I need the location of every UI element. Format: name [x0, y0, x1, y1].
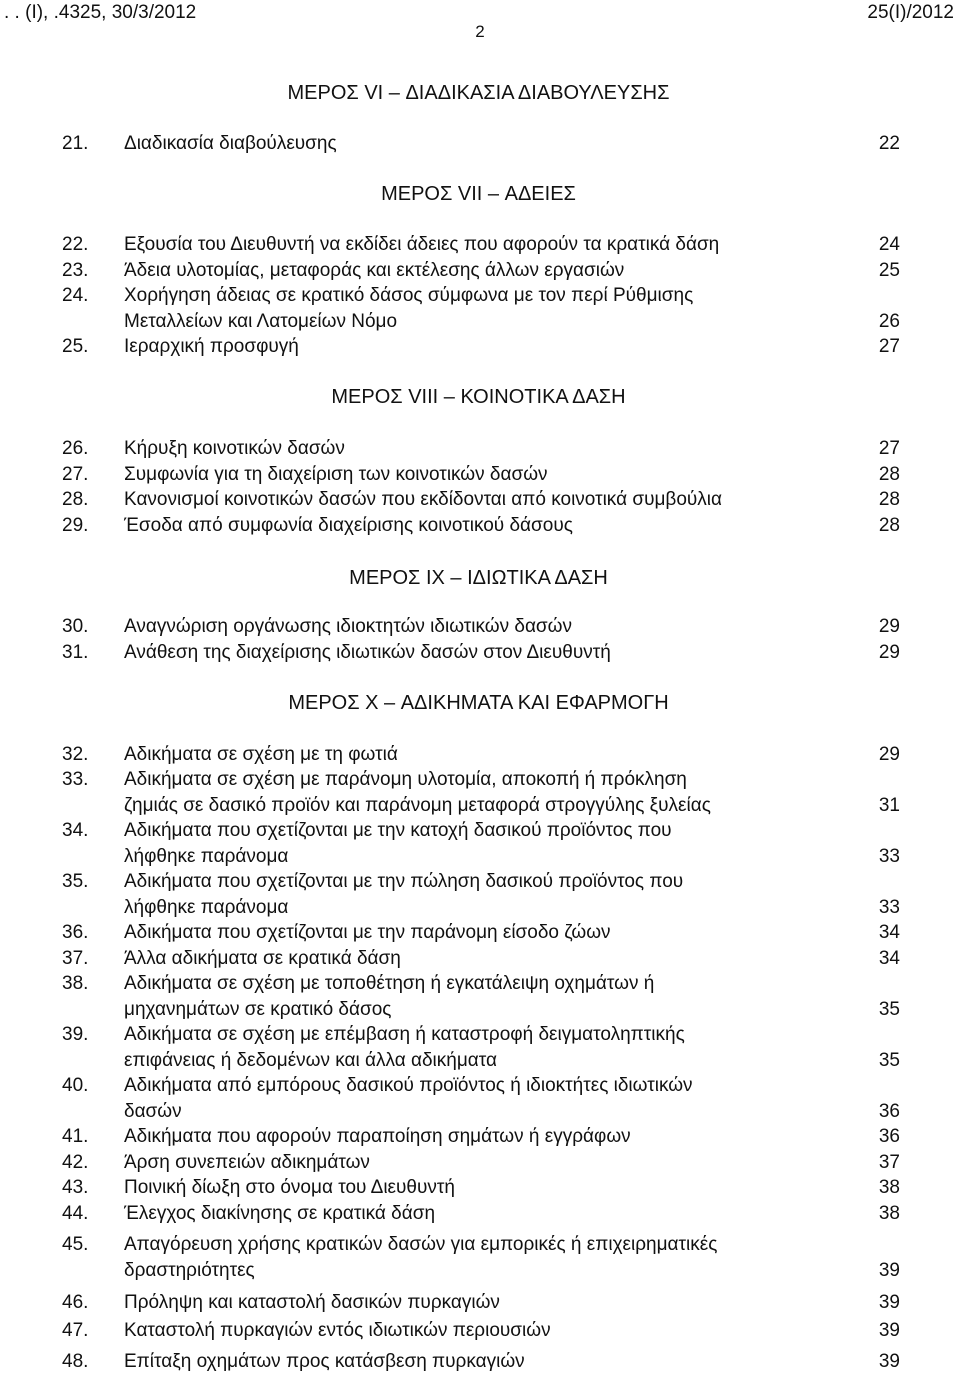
section-title: Αδικήματα σε σχέση με τοποθέτηση ή εγκατάλειψη οχημάτων ή: [124, 973, 655, 994]
section-number: 35.: [62, 871, 89, 892]
section-title: δραστηριότητες: [124, 1259, 255, 1281]
section-number: 44.: [62, 1203, 89, 1224]
section-title: Κήρυξη κοινοτικών δασών: [124, 438, 345, 459]
part-heading-ix: ΜΕΡΟΣ IX – ΙΔΙΩΤΙΚΑ ΔΑΣΗ: [349, 567, 608, 589]
section-title: Έσοδα από συμφωνία διαχείρισης κοινοτικού δάσους: [124, 515, 573, 536]
section-number: 39.: [62, 1024, 89, 1045]
section-title: Κανονισμοί κοινοτικών δασών που εκδίδονται από κοινοτικά συμβούλια: [124, 489, 722, 510]
section-title: Επίταξη οχημάτων προς κατάσβεση πυρκαγιών: [124, 1351, 525, 1372]
section-number: 48.: [62, 1351, 89, 1372]
page-reference: 28: [878, 489, 900, 510]
law-number-header: 25(Ι)/2012: [867, 2, 954, 23]
page-reference: 39: [878, 1320, 900, 1341]
section-number: 31.: [62, 642, 89, 663]
section-title: Αναγνώριση οργάνωσης ιδιοκτητών ιδιωτικών δασών: [124, 616, 572, 637]
page-reference: 28: [878, 515, 900, 536]
page-reference: 22: [878, 133, 900, 154]
section-title: Αδικήματα σε σχέση με τη φωτιά: [124, 744, 398, 765]
section-title: Αδικήματα που σχετίζονται με την παράνομη είσοδο ζώων: [124, 922, 611, 943]
section-number: 36.: [62, 922, 89, 943]
section-title: Εξουσία του Διευθυντή να εκδίδει άδειες που αφορούν τα κρατικά δάση: [124, 234, 720, 255]
section-title: Αδικήματα από εμπόρους δασικού προϊόντος ή ιδιοκτήτες ιδιωτικών: [124, 1075, 693, 1096]
section-title: Ποινική δίωξη στο όνομα του Διευθυντή: [124, 1177, 455, 1198]
section-title: Άδεια υλοτομίας, μεταφοράς και εκτέλεσης άλλων εργασιών: [124, 260, 625, 281]
section-title: δασών: [124, 1100, 182, 1122]
page-reference: 27: [878, 336, 900, 357]
page-reference: 34: [878, 922, 900, 943]
page-reference: 36: [878, 1126, 900, 1147]
part-heading-vii: ΜΕΡΟΣ VII – ΑΔΕΙΕΣ: [381, 183, 576, 205]
page-reference: 39: [878, 1292, 900, 1313]
section-number: 34.: [62, 820, 89, 841]
section-title: Χορήγηση άδειας σε κρατικό δάσος σύμφωνα με τον περί Ρύθμισης: [124, 285, 694, 306]
section-number: 43.: [62, 1177, 89, 1198]
page-number: 2: [475, 22, 485, 41]
section-number: 28.: [62, 489, 89, 510]
section-title: λήφθηκε παράνομα: [124, 845, 289, 867]
page-reference: 39: [878, 1351, 900, 1372]
section-title: Έλεγχος διακίνησης σε κρατικά δάση: [124, 1203, 436, 1224]
section-number: 24.: [62, 285, 89, 306]
page-reference: 35: [878, 1049, 900, 1071]
section-title: Αδικήματα σε σχέση με επέμβαση ή καταστροφή δειγματοληπτικής: [124, 1024, 685, 1045]
section-title: Αδικήματα σε σχέση με παράνομη υλοτομία, αποκοπή ή πρόκληση: [124, 769, 687, 790]
section-number: 33.: [62, 769, 89, 790]
page-reference: 38: [878, 1177, 900, 1198]
page-reference: 39: [878, 1259, 900, 1281]
section-number: 42.: [62, 1152, 89, 1173]
page-reference: 31: [878, 794, 900, 816]
page-reference: 25: [878, 260, 900, 281]
section-number: 46.: [62, 1292, 89, 1313]
page-reference: 24: [878, 234, 900, 255]
page-reference: 26: [878, 310, 900, 332]
section-number: 37.: [62, 948, 89, 969]
section-number: 47.: [62, 1320, 89, 1341]
section-title: Διαδικασία διαβούλευσης: [124, 133, 337, 154]
section-number: 38.: [62, 973, 89, 994]
section-title: Καταστολή πυρκαγιών εντός ιδιωτικών περιουσιών: [124, 1320, 551, 1341]
section-title: Ιεραρχική προσφυγή: [124, 336, 299, 357]
section-title: επιφάνειας ή δεδομένων και άλλα αδικήματα: [124, 1049, 497, 1071]
page-reference: 37: [878, 1152, 900, 1173]
page-reference: 34: [878, 948, 900, 969]
section-number: 41.: [62, 1126, 89, 1147]
page-reference: 33: [878, 845, 900, 867]
page-reference: 35: [878, 998, 900, 1020]
section-number: 25.: [62, 336, 89, 357]
section-title: Άλλα αδικήματα σε κρατικά δάση: [124, 948, 401, 969]
page-reference: 27: [878, 438, 900, 459]
page-reference: 33: [878, 896, 900, 918]
page-reference: 28: [878, 464, 900, 485]
section-title: Πρόληψη και καταστολή δασικών πυρκαγιών: [124, 1292, 500, 1313]
section-title: Αδικήματα που σχετίζονται με την κατοχή δασικού προϊόντος που: [124, 820, 672, 841]
page-reference: 29: [878, 744, 900, 765]
section-title: Συμφωνία για τη διαχείριση των κοινοτικών δασών: [124, 464, 548, 485]
section-title: Ανάθεση της διαχείρισης ιδιωτικών δασών στον Διευθυντή: [124, 642, 611, 663]
section-number: 32.: [62, 744, 89, 765]
part-heading-viii: ΜΕΡΟΣ VIII – ΚΟΙΝΟΤΙΚΑ ΔΑΣΗ: [331, 386, 626, 408]
page-reference: 36: [878, 1100, 900, 1122]
section-number: 30.: [62, 616, 89, 637]
section-title: λήφθηκε παράνομα: [124, 896, 289, 918]
section-number: 23.: [62, 260, 89, 281]
part-heading-vi: ΜΕΡΟΣ VI – ΔΙΑΔΙΚΑΣΙΑ ΔΙΑΒΟΥΛΕΥΣΗΣ: [287, 82, 670, 104]
section-title: Μεταλλείων και Λατομείων Νόμο: [124, 310, 398, 332]
section-title: ζημιάς σε δασικό προϊόν και παράνομη μεταφορά στρογγύλης ξυλείας: [124, 794, 711, 816]
section-title: μηχανημάτων σε κρατικό δάσος: [124, 998, 392, 1020]
section-number: 40.: [62, 1075, 89, 1096]
section-number: 26.: [62, 438, 89, 459]
page-reference: 29: [878, 616, 900, 637]
section-title: Άρση συνεπειών αδικημάτων: [124, 1152, 370, 1173]
section-title: Αδικήματα που σχετίζονται με την πώληση δασικού προϊόντος που: [124, 871, 684, 892]
section-number: 27.: [62, 464, 89, 485]
gazette-header-left: . . (Ι), .4325, 30/3/2012: [4, 2, 197, 23]
section-number: 45.: [62, 1234, 89, 1255]
section-title: Αδικήματα που αφορούν παραποίηση σημάτων ή εγγράφων: [124, 1126, 631, 1147]
part-heading-x: ΜΕΡΟΣ X – ΑΔΙΚΗΜΑΤΑ ΚΑΙ ΕΦΑΡΜΟΓΗ: [288, 692, 669, 714]
page-reference: 29: [878, 642, 900, 663]
section-number: 21.: [62, 133, 89, 154]
section-title: Απαγόρευση χρήσης κρατικών δασών για εμπορικές ή επιχειρηματικές: [124, 1234, 718, 1255]
section-number: 22.: [62, 234, 89, 255]
page-reference: 38: [878, 1203, 900, 1224]
section-number: 29.: [62, 515, 89, 536]
